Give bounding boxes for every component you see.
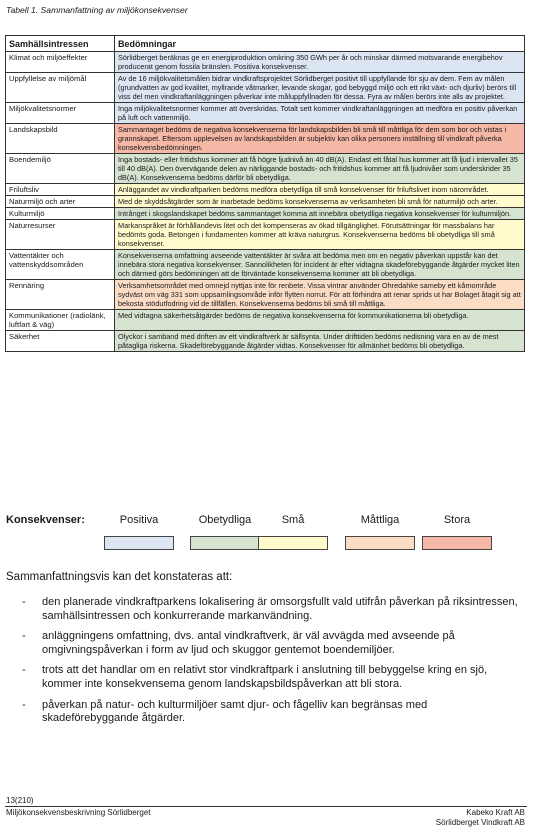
- page-number: 13(210): [6, 796, 34, 805]
- row-assessment: Verksamhetsområdet med omnejd nyttjas inte för renbete. Vissa vintrar använder Ohredahke sameby ett kåmområde sydväst om väg 331 som uppsamlingsområde inför flytten norrut. För att förhindra att renar sprids ut har Bolaget åtagit sig att bekosta stödutfodring vid de tillfällen. Konsekvenserna bedöms bli små till måttliga.: [115, 280, 525, 310]
- summary-bullet: [22, 596, 522, 623]
- summary-bullet-text: den planerade vindkraftparkens lokalisering är omsorgsfullt vald utifrån påverkan på riksintressen, samhällsintressen och konkurrerande markanvändning.: [42, 596, 518, 622]
- legend-swatch-positiva: [104, 536, 174, 550]
- table-row: [6, 331, 525, 352]
- row-assessment: Av de 16 miljökvalitetsmålen bidrar vindkraftsprojektet Sörlidberget positivt till uppfyllande för sju av dem. Fem av målen (grundvatten av god kvalitet, myllrande våtmarker, levande skogar, god bebyggd miljö och ett rikt växt- och djurliv) berörs till viss del men vindkraftanläggningen påverkar inte måluppfyllnaden för dessa. Fyra av målen berörs inte alls av projektet.: [115, 73, 525, 103]
- table-row: [6, 154, 525, 184]
- legend-text-positiva: Positiva: [119, 514, 159, 526]
- legend-item-positiva: [104, 514, 174, 550]
- row-category: Kulturmiljö: [6, 208, 115, 220]
- legend-swatch-obetydliga: [190, 536, 260, 550]
- row-category: Friluftsliv: [6, 184, 115, 196]
- legend-swatch-stora: [422, 536, 492, 550]
- summary-bullet-text: påverkan på natur- och kulturmiljöer samt djur- och fågelliv kan begränsas med skadeförebyggande åtgärder.: [42, 698, 428, 725]
- table-row: [6, 196, 525, 208]
- legend-text-sma: Små: [281, 514, 305, 526]
- table-row: [6, 103, 525, 124]
- row-category: Vattentäkter och vattenskyddsområden: [6, 250, 115, 280]
- row-assessment: Inga bostads- eller fritidshus kommer att få högre ljudnivå än 40 dB(A). Endast ett fåtal hus kommer att få ljud i intervallet 35 till 40 dB(A). Den övervägande delen av närliggande bostads- och fritidshus kommer att få ljudnivåer som underskrider 35 dB(A). Konsekvenserna bedöms därför bli obetydliga.: [115, 154, 525, 184]
- row-assessment: Sammantaget bedöms de negativa konsekvenserna för landskapsbilden bli små till måttliga för dem som bor och vistas i grannskapet. Eftersom upplevelsen av landskapsbilden är subjektiv kan olika personers inställning till vindkraft påverka konsekvensbedömningen.: [115, 124, 525, 154]
- summary-bullet: [22, 699, 522, 726]
- table-row: [6, 310, 525, 331]
- bullet-dash: -: [22, 630, 26, 643]
- row-category: Rennäring: [6, 280, 115, 310]
- row-assessment: Sörlidberget beräknas ge en energiproduktion omkring 350 GWh per år och minskar därmed motsvarande energibehov producerat genom fossila bränslen. Positiva konsekvenser.: [115, 52, 525, 73]
- table-row: [6, 220, 525, 250]
- legend-text-stora: Stora: [443, 514, 471, 526]
- legend-text-mattliga: Måttliga: [360, 514, 400, 526]
- footer-company-line1: Kabeko Kraft AB: [466, 808, 525, 817]
- row-assessment: Med de skyddsåtgärder som är inarbetade bedöms konsekvenserna av verksamheten bli små för naturmiljö och arter.: [115, 196, 525, 208]
- row-category: Naturresurser: [6, 220, 115, 250]
- table-row: [6, 208, 525, 220]
- table-row: [6, 280, 525, 310]
- table-row: [6, 73, 525, 103]
- legend-label: Konsekvenser:: [6, 514, 85, 526]
- row-category: Uppfyllelse av miljömål: [6, 73, 115, 103]
- summary-bullet: [22, 664, 522, 691]
- column-header-interests: Samhällsintressen: [6, 36, 115, 52]
- summary-bullet-text: anläggningens omfattning, dvs. antal vindkraftverk, är väl avvägda med avseende på omgivningspåverkan i form av ljud och skuggor gentemot boendemiljöer.: [42, 630, 455, 656]
- row-category: Naturmiljö och arter: [6, 196, 115, 208]
- footer-company: [436, 808, 525, 828]
- row-category: Miljökvalitetsnormer: [6, 103, 115, 124]
- summary-list: [22, 596, 522, 733]
- row-assessment: Med vidtagna säkerhetsåtgärder bedöms de negativa konsekvenserna för kommunikationerna bli obetydliga.: [115, 310, 525, 331]
- table-row: [6, 52, 525, 73]
- summary-intro: Sammanfattningsvis kan det konstateras att:: [6, 571, 233, 583]
- row-category: Säkerhet: [6, 331, 115, 352]
- bullet-dash: -: [22, 664, 26, 677]
- legend-item-sma: [258, 514, 328, 550]
- summary-table: [5, 35, 525, 352]
- row-category: Boendemiljö: [6, 154, 115, 184]
- bullet-dash: -: [22, 596, 26, 608]
- legend-item-stora: [422, 514, 492, 550]
- row-category: Landskapsbild: [6, 124, 115, 154]
- table-row: [6, 184, 525, 196]
- footer-document-title: Miljökonsekvensbeskrivning Sörlidberget: [6, 808, 151, 817]
- legend-text-obetydliga: Obetydliga: [198, 514, 252, 526]
- row-assessment: Olyckor i samband med driften av ett vindkraftverk är sällsynta. Under drifttiden bedöms nedisning vara en av de mest påtagliga riskerna. Skadeförebyggande åtgärder vidtas. Konsekvenser för allmänhet bedöms bli obetydliga.: [115, 331, 525, 352]
- legend-swatch-sma: [258, 536, 328, 550]
- summary-bullet: [22, 630, 522, 657]
- row-category: Kommunikationer (radiolänk, luftfart & väg): [6, 310, 115, 331]
- table-row: [6, 250, 525, 280]
- legend-swatch-mattliga: [345, 536, 415, 550]
- column-header-assessments: Bedömningar: [115, 36, 525, 52]
- legend-item-mattliga: [345, 514, 415, 550]
- legend-item-obetydliga: [190, 514, 260, 550]
- table-row: [6, 124, 525, 154]
- row-assessment: Markanspråket är förhållandevis litet och det kompenseras av ökad tillgänglighet. Förutsättningar för massbalans har bedömts goda. Betongen i fundamenten kommer att kräva naturgrus. Konsekvenserna bedöms bli obetydliga till små konsekvenser.: [115, 220, 525, 250]
- summary-bullet-text: trots att det handlar om en relativt stor vindkraftpark i anslutning till bebyggelse kring en sjö, kommer inte konsekvensema genom landskapsbildspåverkan att bli stora.: [42, 664, 488, 690]
- row-assessment: Konsekvenserna omfattning avseende vattentäkter är svåra att bedöma men om en negativ påverkan uppstår kan det innebära stora negativa konsekvenser. Sannolikheten för incident är efter vidtagna skadeförebyggande åtgärder mycket liten och därmed görs bedömningen att de förväntade konsekvenserna kommer att bli obetydliga.: [115, 250, 525, 280]
- footer-divider: [5, 806, 527, 807]
- table-caption: Tabell 1. Sammanfattning av miljökonsekvenser: [6, 5, 188, 15]
- row-assessment: Anläggandet av vindkraftparken bedöms medföra obetydliga till små konsekvenser för friluftslivet inom närområdet.: [115, 184, 525, 196]
- row-assessment: Inga miljökvalitetsnormer kommer att överskridas. Totalt sett kommer vindkraftanläggningen att medföra en positiv påverkan på luft och vattenmiljö.: [115, 103, 525, 124]
- bullet-dash: -: [22, 698, 26, 711]
- table-header-row: [6, 36, 525, 52]
- footer-company-line2: Sörlidberget Vindkraft AB: [435, 818, 525, 827]
- row-category: Klimat och miljöeffekter: [6, 52, 115, 73]
- row-assessment: Intrånget i skogslandskapet bedöms sammantaget komma att innebära obetydliga negativa konsekvenser för kulturmiljön.: [115, 208, 525, 220]
